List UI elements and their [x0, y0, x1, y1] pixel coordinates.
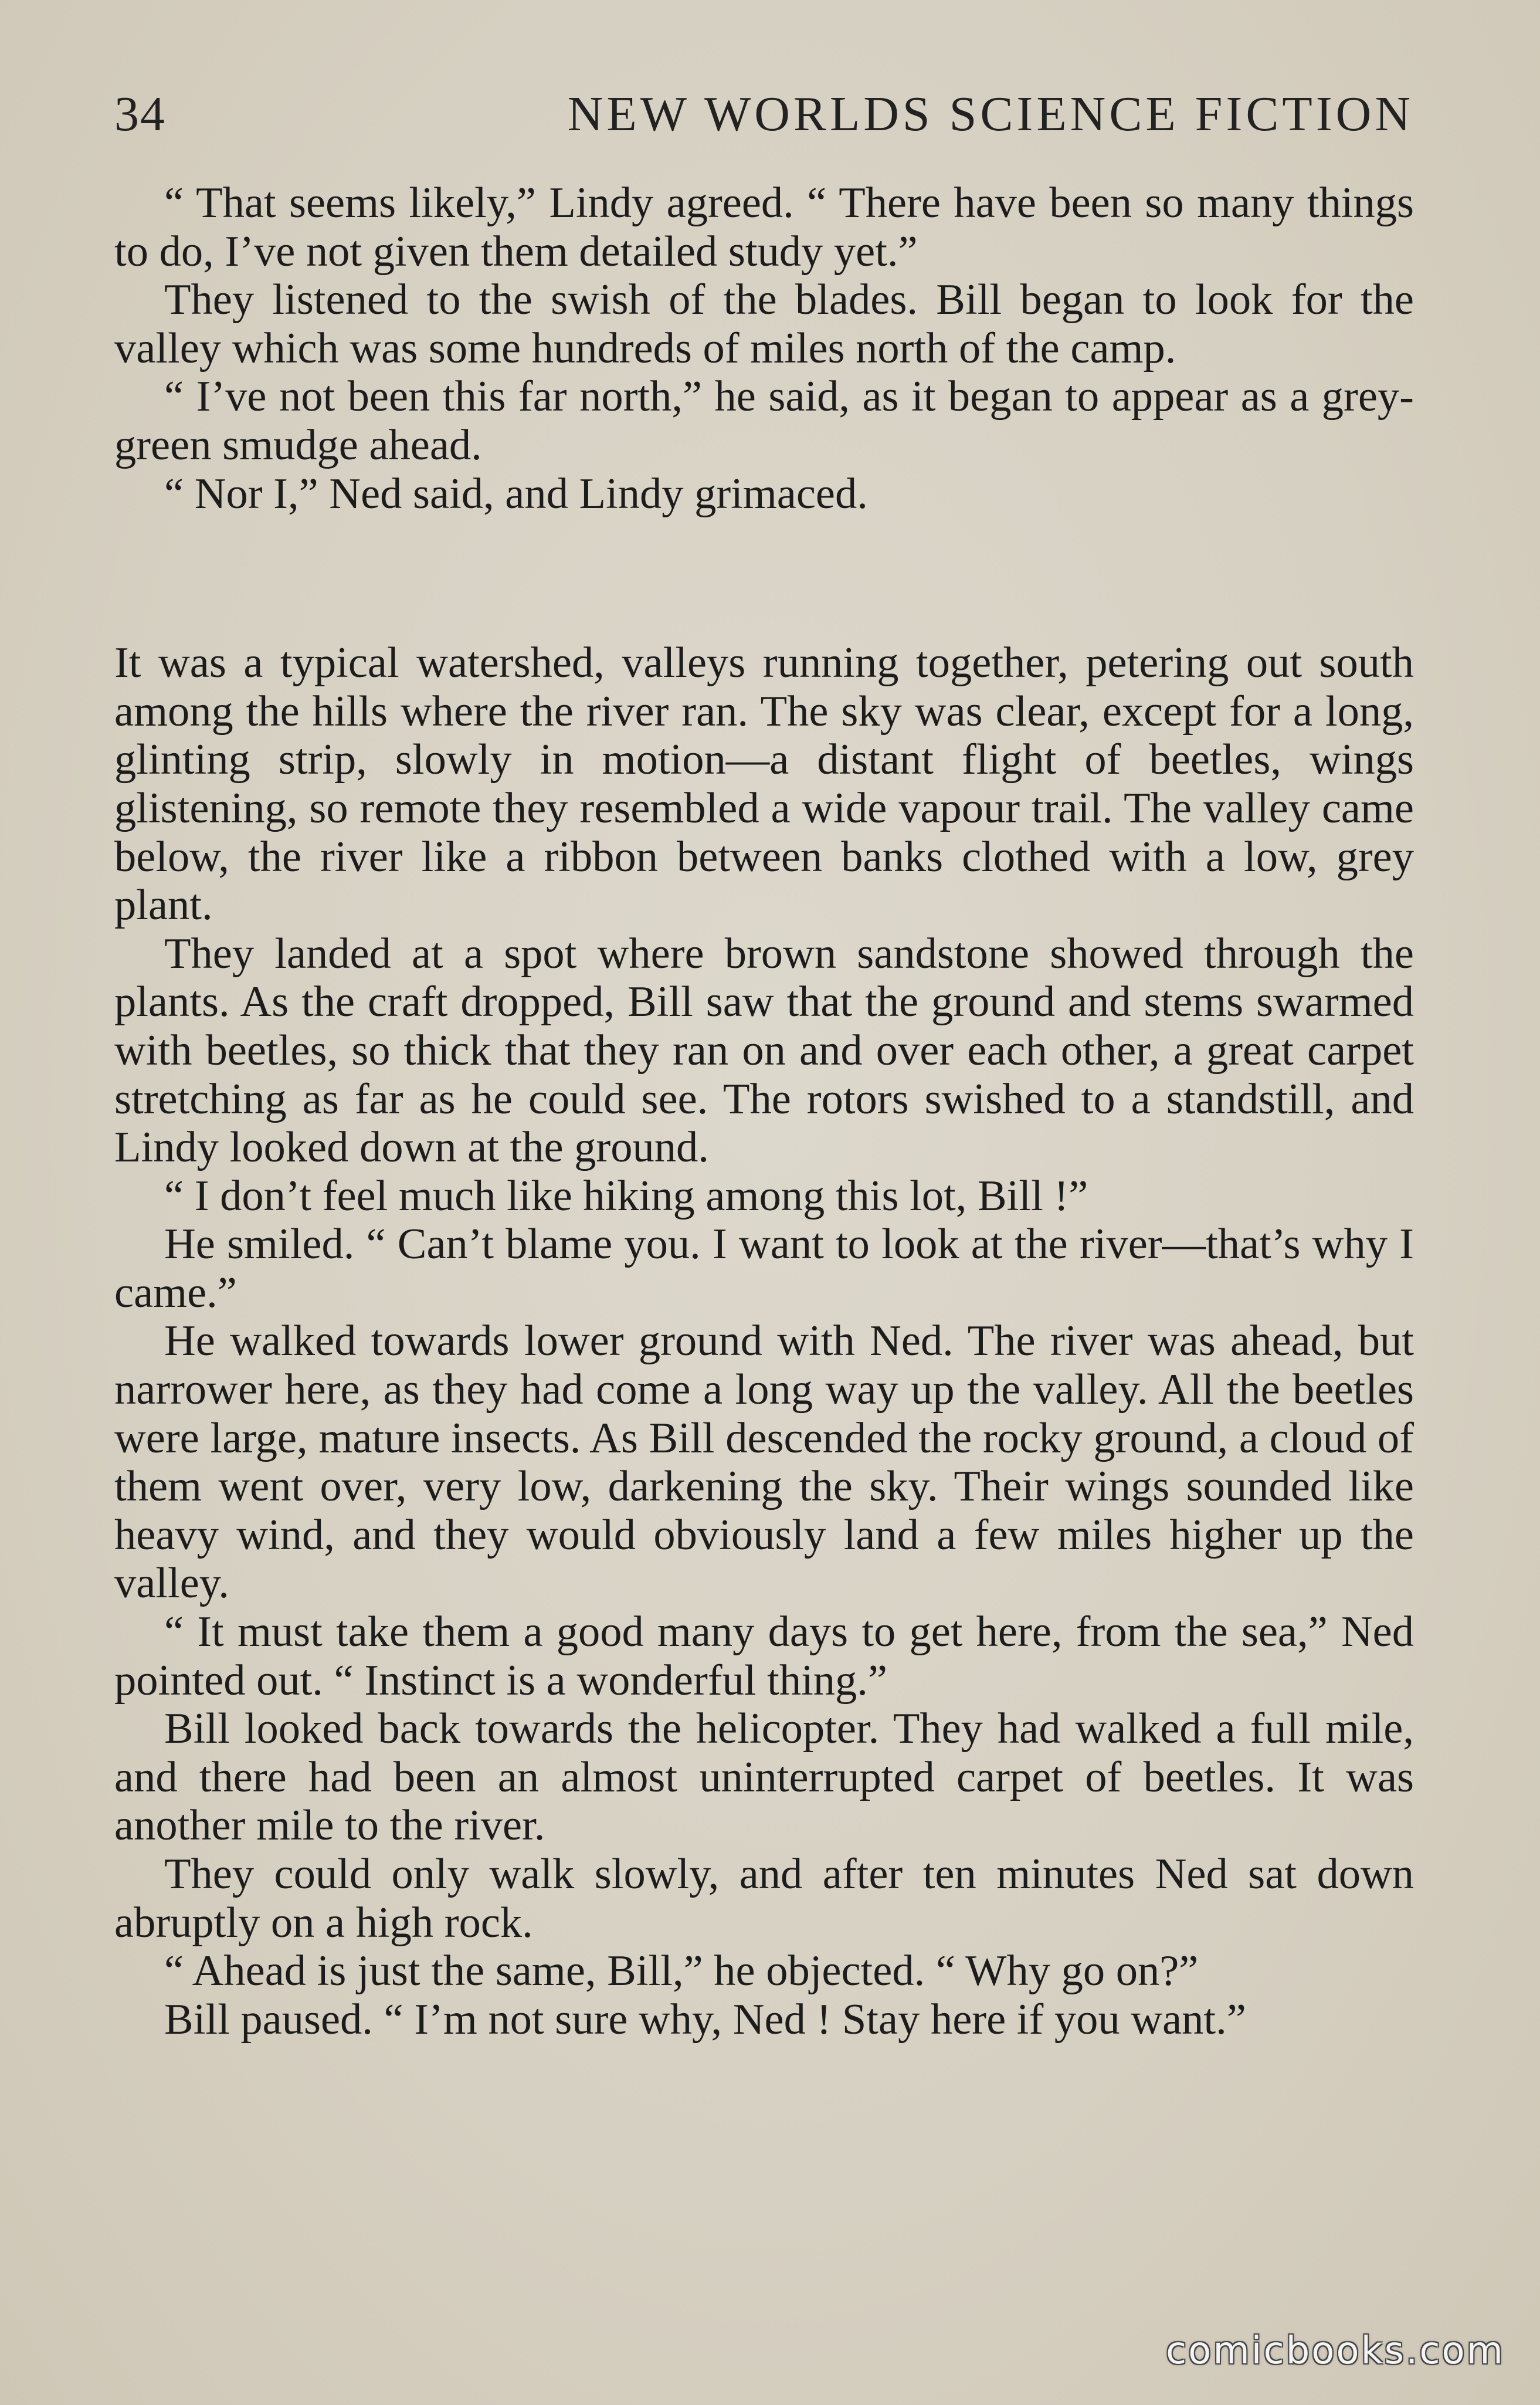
- paragraph: “ That seems likely,” Lindy agreed. “ There have been so many things to do, I’ve not given them detailed study yet.”: [114, 179, 1414, 276]
- body-text: [114, 179, 1414, 2044]
- paragraph: They landed at a spot where brown sandstone showed through the plants. As the craft dropped, Bill saw that the ground and stems swarmed with beetles, so thick that they ran on and over each other, a great carpet stretching as far as he could see. The rotors swished to a standstill, and Lindy looked down at the ground.: [114, 929, 1414, 1172]
- paragraph: They listened to the swish of the blades. Bill began to look for the valley which was some hundreds of miles north of the camp.: [114, 276, 1414, 372]
- paragraph: They could only walk slowly, and after ten minutes Ned sat down abruptly on a high rock.: [114, 1850, 1414, 1947]
- watermark: comicbooks.com: [1165, 2329, 1505, 2373]
- paragraph: “ It must take them a good many days to get here, from the sea,” Ned pointed out. “ Instinct is a wonderful thing.”: [114, 1608, 1414, 1705]
- paragraph: Bill paused. “ I’m not sure why, Ned ! Stay here if you want.”: [164, 1995, 1246, 2044]
- page-number: 34: [114, 87, 166, 141]
- paragraph: “ Nor I,” Ned said, and Lindy grimaced.: [164, 469, 868, 518]
- paragraph: He smiled. “ Can’t blame you. I want to look at the river—that’s why I came.”: [114, 1220, 1414, 1317]
- paragraph: He walked towards lower ground with Ned. The river was ahead, but narrower here, as they had come a long way up the valley. All the beetles were large, mature insects. As Bill descended the rocky ground, a cloud of them went over, very low, darkening the sky. Their wings sounded like heavy wind, and they would obviously land a few miles higher up the valley.: [114, 1317, 1414, 1608]
- paragraph: It was a typical watershed, valleys running together, petering out south among the hills where the river ran. The sky was clear, except for a long, glinting strip, slowly in motion—a distant flight of beetles, wings glistening, so remote they resembled a wide vapour trail. The valley came below, the river like a ribbon between banks clothed with a low, grey plant.: [114, 639, 1414, 930]
- paragraph: “ I’ve not been this far north,” he said, as it began to appear as a grey-green smudge ahead.: [114, 372, 1414, 469]
- paragraph: “ Ahead is just the same, Bill,” he objected. “ Why go on?”: [164, 1947, 1199, 1996]
- paragraph: “ I don’t feel much like hiking among this lot, Bill !”: [164, 1171, 1088, 1220]
- section-break: [114, 518, 1414, 639]
- page-header: [114, 82, 1414, 147]
- running-title: NEW WORLDS SCIENCE FICTION: [567, 87, 1414, 141]
- paragraph: Bill looked back towards the helicopter. They had walked a full mile, and there had been an almost uninterrupted carpet of beetles. It was another mile to the river.: [114, 1705, 1414, 1850]
